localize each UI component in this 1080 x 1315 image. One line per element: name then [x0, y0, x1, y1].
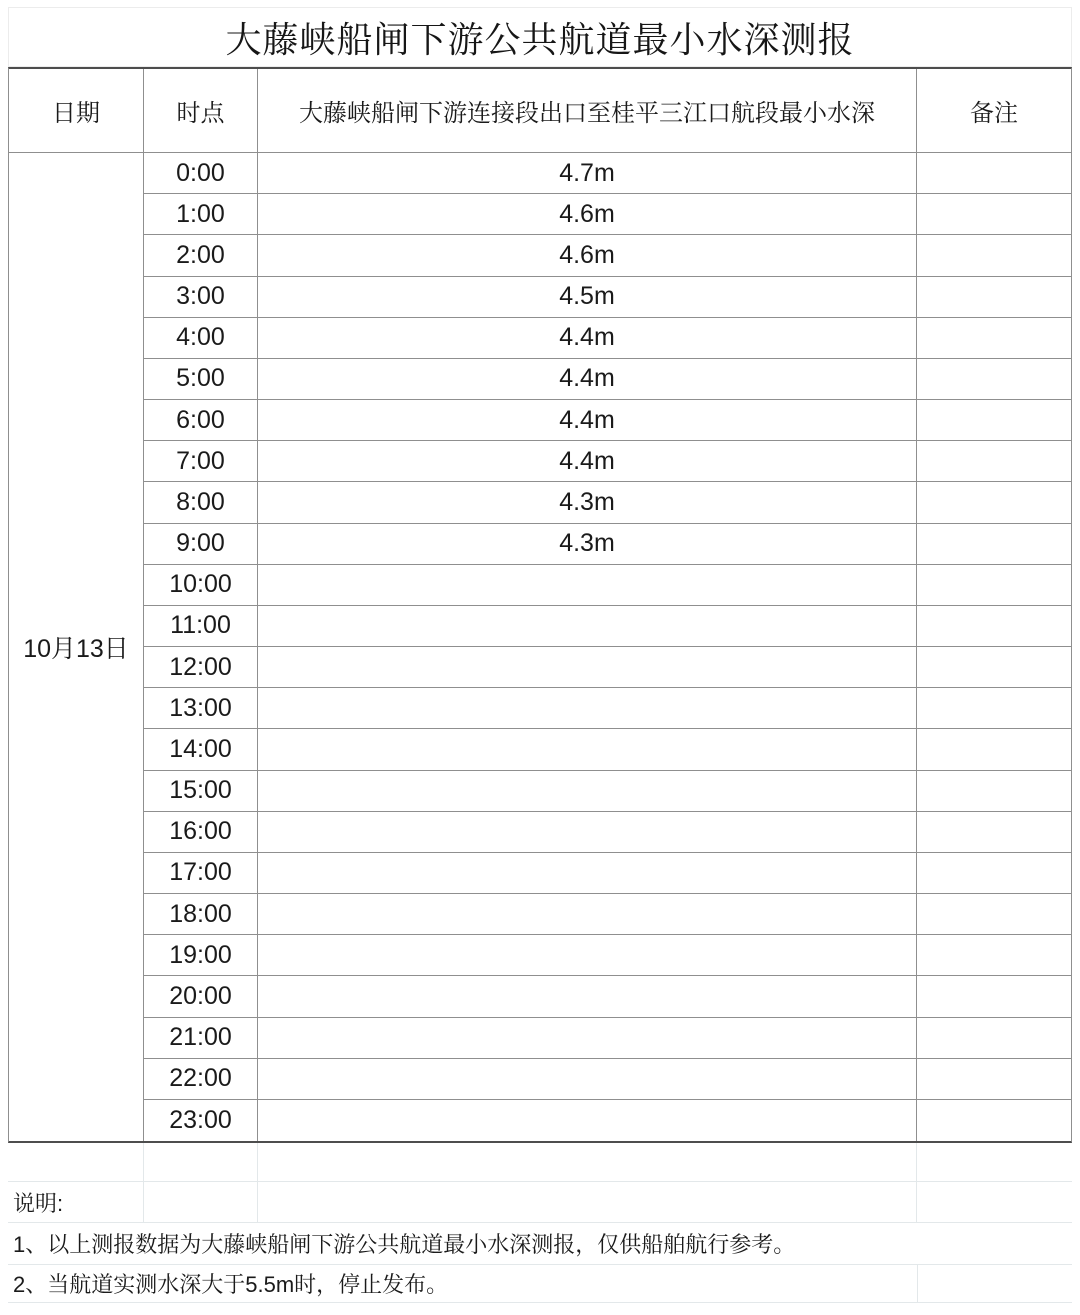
- footer-note-2-divider: [917, 1265, 918, 1302]
- time-cell: 2:00: [144, 235, 258, 276]
- footer-note-2-text: 2、当航道实测水深大于5.5m时，停止发布。: [13, 1272, 449, 1297]
- depth-cell: 4.4m: [258, 318, 917, 359]
- footer-empty-cell: [917, 1143, 1072, 1181]
- remark-cell: [917, 606, 1071, 647]
- time-cell: 14:00: [144, 729, 258, 770]
- remark-cell: [917, 277, 1071, 318]
- remark-cell: [917, 318, 1071, 359]
- footer-empty-cell: [144, 1143, 258, 1181]
- remark-cell: [917, 359, 1071, 400]
- depth-cell: [258, 935, 917, 976]
- depth-cell: 4.3m: [258, 524, 917, 565]
- depth-cell: 4.4m: [258, 400, 917, 441]
- remark-cell: [917, 565, 1071, 606]
- time-cell: 15:00: [144, 771, 258, 812]
- header-depth: 大藤峡船闸下游连接段出口至桂平三江口航段最小水深: [258, 69, 917, 153]
- report-title: 大藤峡船闸下游公共航道最小水深测报: [225, 18, 855, 60]
- depth-cell: [258, 812, 917, 853]
- depth-cell: [258, 647, 917, 688]
- remark-cell: [917, 235, 1071, 276]
- footer-empty-cell: [258, 1182, 917, 1222]
- time-cell: 3:00: [144, 277, 258, 318]
- depth-cell: [258, 976, 917, 1017]
- time-cell: 21:00: [144, 1018, 258, 1059]
- footer-empty-cell: [8, 1143, 144, 1181]
- remark-cell: [917, 935, 1071, 976]
- depth-cell: 4.7m: [258, 153, 917, 194]
- depth-cell: 4.4m: [258, 359, 917, 400]
- remark-cell: [917, 647, 1071, 688]
- footer-note-1: [8, 1223, 1072, 1265]
- time-cell: 13:00: [144, 688, 258, 729]
- time-cell: 11:00: [144, 606, 258, 647]
- remark-cell: [917, 524, 1071, 565]
- depth-cell: 4.6m: [258, 235, 917, 276]
- depth-cell: [258, 606, 917, 647]
- time-cell: 9:00: [144, 524, 258, 565]
- time-cell: 8:00: [144, 482, 258, 523]
- depth-cell: 4.4m: [258, 441, 917, 482]
- time-cell: 5:00: [144, 359, 258, 400]
- depth-cell: [258, 729, 917, 770]
- remark-cell: [917, 153, 1071, 194]
- footer-label: 说明:: [8, 1182, 144, 1222]
- header-remark: 备注: [917, 69, 1071, 153]
- remark-cell: [917, 688, 1071, 729]
- remark-cell: [917, 441, 1071, 482]
- time-cell: 17:00: [144, 853, 258, 894]
- depth-cell: [258, 894, 917, 935]
- remark-cell: [917, 1018, 1071, 1059]
- remark-cell: [917, 894, 1071, 935]
- depth-cell: [258, 853, 917, 894]
- footer-empty-cell: [258, 1143, 917, 1181]
- footer-label-row: [8, 1182, 1072, 1223]
- depth-cell: 4.3m: [258, 482, 917, 523]
- remark-cell: [917, 400, 1071, 441]
- time-cell: 16:00: [144, 812, 258, 853]
- remark-cell: [917, 729, 1071, 770]
- remark-cell: [917, 976, 1071, 1017]
- time-cell: 22:00: [144, 1059, 258, 1100]
- remark-cell: [917, 853, 1071, 894]
- time-cell: 7:00: [144, 441, 258, 482]
- time-cell: 6:00: [144, 400, 258, 441]
- header-time: 时点: [144, 69, 258, 153]
- footer-empty-row: [8, 1143, 1072, 1182]
- time-cell: 18:00: [144, 894, 258, 935]
- date-cell: 10月13日: [9, 153, 144, 1141]
- header-date: 日期: [9, 69, 144, 153]
- time-cell: 20:00: [144, 976, 258, 1017]
- report-title-box: [8, 7, 1072, 67]
- depth-table: [8, 67, 1072, 1143]
- depth-cell: [258, 1059, 917, 1100]
- remark-cell: [917, 812, 1071, 853]
- remark-cell: [917, 1100, 1071, 1141]
- time-cell: 0:00: [144, 153, 258, 194]
- depth-cell: [258, 1018, 917, 1059]
- time-cell: 1:00: [144, 194, 258, 235]
- remark-cell: [917, 194, 1071, 235]
- depth-cell: [258, 688, 917, 729]
- depth-cell: [258, 565, 917, 606]
- remark-cell: [917, 1059, 1071, 1100]
- remark-cell: [917, 482, 1071, 523]
- depth-cell: [258, 1100, 917, 1141]
- time-cell: 4:00: [144, 318, 258, 359]
- depth-cell: [258, 771, 917, 812]
- time-cell: 12:00: [144, 647, 258, 688]
- time-cell: 19:00: [144, 935, 258, 976]
- footer-empty-cell: [144, 1182, 258, 1222]
- depth-cell: 4.6m: [258, 194, 917, 235]
- depth-cell: 4.5m: [258, 277, 917, 318]
- time-cell: 10:00: [144, 565, 258, 606]
- time-cell: 23:00: [144, 1100, 258, 1141]
- remark-cell: [917, 771, 1071, 812]
- footer-note-2: [8, 1265, 1072, 1303]
- footer-note-1-text: 1、以上测报数据为大藤峡船闸下游公共航道最小水深测报，仅供船舶航行参考。: [13, 1232, 796, 1257]
- footer-empty-cell: [917, 1182, 1072, 1222]
